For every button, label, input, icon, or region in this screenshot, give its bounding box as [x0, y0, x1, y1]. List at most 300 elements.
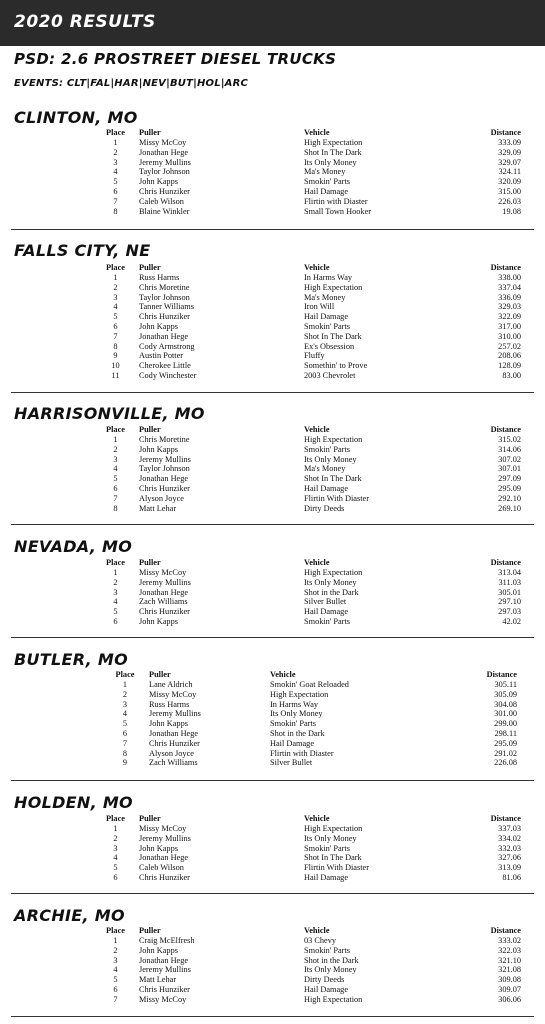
vehicle-cell: Fluffy: [304, 351, 325, 361]
distance-cell: 83.00: [502, 370, 521, 380]
table-row: [92, 853, 521, 863]
vehicle-cell: Its Only Money: [304, 965, 357, 975]
vehicle-cell: High Expectation: [304, 282, 363, 292]
puller-cell: John Kapps: [139, 321, 178, 331]
puller-cell: John Kapps: [139, 616, 178, 626]
vehicle-cell: Smokin' Parts: [304, 843, 350, 853]
table-row: [92, 332, 521, 342]
table-header-row: [92, 425, 521, 435]
distance-cell: 297.03: [498, 607, 521, 617]
table-row: [92, 873, 521, 883]
distance-cell: 333.02: [498, 936, 521, 945]
table-row: [92, 322, 521, 332]
distance-cell: 313.04: [498, 568, 521, 577]
table-row: [92, 824, 521, 834]
vehicle-cell: Ex's Obsession: [304, 341, 355, 351]
place-cell: 8: [113, 206, 118, 216]
event-title: FALLS CITY, NE: [14, 241, 151, 260]
section-divider: [11, 392, 534, 393]
puller-cell: Caleb Wilson: [139, 196, 184, 206]
vehicle-cell: Dirty Deeds: [304, 975, 345, 985]
vehicle-cell: Flirtin with Diaster: [304, 196, 368, 206]
vehicle-cell: Ma's Money: [304, 292, 346, 302]
vehicle-cell: Its Only Money: [304, 157, 357, 167]
place-cell: 6: [113, 616, 118, 626]
place-cell: 7: [113, 331, 118, 341]
puller-cell: Missy McCoy: [139, 994, 187, 1004]
distance-cell: 292.10: [498, 493, 521, 503]
table-row: [92, 342, 521, 352]
column-header-place: Place: [106, 425, 125, 434]
table-row: [92, 167, 521, 177]
puller-cell: Zach Williams: [139, 597, 188, 607]
table-row: [101, 680, 517, 690]
column-header-distance: Distance: [490, 425, 521, 434]
distance-cell: 337.03: [498, 824, 521, 833]
place-cell: 3: [113, 587, 118, 597]
puller-cell: Jeremy Mullins: [139, 833, 191, 843]
place-cell: 9: [122, 758, 128, 768]
column-header-distance: Distance: [490, 558, 521, 567]
puller-cell: Blaine Winkler: [139, 206, 190, 216]
table-header-row: [92, 926, 521, 936]
events-list: EVENTS: CLT|FAL|HAR|NEV|BUT|HOL|ARC: [14, 78, 249, 89]
place-cell: 11: [111, 370, 120, 380]
distance-cell: 313.09: [498, 863, 521, 873]
puller-cell: Missy McCoy: [149, 689, 197, 699]
puller-cell: Cody Winchester: [139, 370, 197, 380]
vehicle-cell: Hail Damage: [304, 607, 349, 617]
place-cell: 5: [113, 474, 118, 484]
puller-cell: Russ Harms: [149, 699, 190, 709]
vehicle-cell: Shot In The Dark: [304, 331, 362, 341]
distance-cell: 320.09: [498, 177, 521, 187]
column-header-vehicle: Vehicle: [304, 128, 330, 137]
results-banner: 2020 RESULTS: [0, 0, 545, 46]
table-header-row: [92, 814, 521, 824]
vehicle-cell: High Expectation: [304, 435, 363, 444]
distance-cell: 336.09: [498, 292, 521, 302]
puller-cell: Zach Williams: [149, 758, 198, 768]
place-cell: 1: [113, 824, 118, 833]
distance-cell: 306.06: [498, 994, 521, 1004]
vehicle-cell: Silver Bullet: [270, 758, 313, 768]
column-header-place: Place: [106, 814, 125, 823]
table-row: [101, 749, 517, 759]
vehicle-cell: Hail Damage: [304, 186, 349, 196]
puller-cell: Jeremy Mullins: [139, 965, 191, 975]
distance-cell: 295.09: [494, 738, 517, 748]
puller-cell: Jonathan Hege: [139, 587, 189, 597]
table-row: [92, 177, 521, 187]
puller-cell: Matt Lehar: [139, 975, 177, 985]
column-header-place: Place: [106, 558, 125, 567]
distance-cell: 301.00: [494, 709, 517, 719]
place-cell: 2: [113, 147, 118, 157]
puller-cell: Jeremy Mullins: [139, 577, 191, 587]
distance-cell: 226.08: [494, 758, 517, 768]
vehicle-cell: Silver Bullet: [304, 597, 347, 607]
column-header-puller: Puller: [139, 814, 161, 823]
class-title: PSD: 2.6 PROSTREET DIESEL TRUCKS: [14, 50, 337, 68]
place-cell: 1: [113, 273, 118, 282]
table-row: [92, 936, 521, 946]
puller-cell: Jonathan Hege: [139, 955, 189, 965]
table-row: [92, 588, 521, 598]
column-header-puller: Puller: [139, 926, 161, 935]
column-header-distance: Distance: [486, 670, 517, 679]
vehicle-cell: Shot in the Dark: [270, 728, 325, 738]
place-cell: 2: [113, 945, 118, 955]
place-cell: 5: [113, 863, 118, 873]
table-row: [92, 975, 521, 985]
results-table: [92, 926, 521, 1005]
distance-cell: 329.07: [498, 157, 521, 167]
place-cell: 8: [113, 503, 118, 513]
distance-cell: 305.11: [494, 680, 517, 689]
distance-cell: 298.11: [494, 728, 517, 738]
vehicle-cell: Smokin' Parts: [304, 444, 350, 454]
distance-cell: 338.00: [498, 273, 521, 282]
place-cell: 7: [113, 196, 118, 206]
table-row: [92, 148, 521, 158]
vehicle-cell: Smokin' Parts: [304, 616, 350, 626]
table-row: [92, 351, 521, 361]
puller-cell: Chris Hunziker: [139, 483, 190, 493]
distance-cell: 128.09: [498, 361, 521, 371]
place-cell: 8: [113, 341, 118, 351]
section-divider: [11, 229, 534, 230]
distance-cell: 257.02: [498, 341, 521, 351]
table-row: [92, 568, 521, 578]
place-cell: 4: [113, 853, 118, 863]
distance-cell: 307.01: [498, 464, 521, 474]
column-header-vehicle: Vehicle: [304, 263, 330, 272]
place-cell: 3: [113, 157, 118, 167]
puller-cell: Cody Armstrong: [139, 341, 195, 351]
place-cell: 6: [113, 483, 118, 493]
vehicle-cell: Smokin' Parts: [304, 177, 350, 187]
table-row: [92, 187, 521, 197]
table-row: [92, 504, 521, 514]
distance-cell: 299.00: [494, 719, 517, 729]
puller-cell: Chris Moretine: [139, 435, 190, 444]
column-header-vehicle: Vehicle: [304, 425, 330, 434]
place-cell: 4: [122, 709, 128, 719]
results-table: [92, 263, 521, 381]
table-row: [92, 985, 521, 995]
place-cell: 6: [113, 186, 118, 196]
table-row: [92, 283, 521, 293]
puller-cell: Chris Hunziker: [139, 186, 190, 196]
place-cell: 1: [122, 680, 128, 689]
puller-cell: Cherokee Little: [139, 361, 191, 371]
place-cell: 5: [122, 719, 128, 729]
puller-cell: Taylor Johnson: [139, 292, 190, 302]
distance-cell: 81.06: [502, 872, 521, 882]
vehicle-cell: Shot in the Dark: [304, 955, 359, 965]
table-row: [92, 138, 521, 148]
vehicle-cell: Small Town Hooker: [304, 206, 372, 216]
place-cell: 5: [113, 177, 118, 187]
table-row: [92, 956, 521, 966]
distance-cell: 329.03: [498, 302, 521, 312]
puller-cell: John Kapps: [139, 177, 178, 187]
place-cell: 1: [113, 138, 118, 147]
vehicle-cell: Smokin' Parts: [304, 321, 350, 331]
table-row: [92, 293, 521, 303]
column-header-puller: Puller: [149, 670, 171, 679]
place-cell: 5: [113, 312, 118, 322]
column-header-place: Place: [106, 263, 125, 272]
column-header-vehicle: Vehicle: [304, 814, 330, 823]
puller-cell: John Kapps: [139, 843, 178, 853]
distance-cell: 314.06: [498, 444, 521, 454]
distance-cell: 226.03: [498, 196, 521, 206]
puller-cell: Tanner Williams: [139, 302, 194, 312]
table-row: [92, 158, 521, 168]
place-cell: 3: [113, 292, 118, 302]
column-header-place: Place: [115, 670, 135, 679]
place-cell: 4: [113, 597, 118, 607]
event-title: HARRISONVILLE, MO: [14, 404, 205, 423]
table-row: [92, 965, 521, 975]
place-cell: 2: [113, 833, 118, 843]
place-cell: 2: [113, 444, 118, 454]
table-row: [92, 207, 521, 217]
vehicle-cell: Hail Damage: [304, 872, 349, 882]
puller-cell: Caleb Wilson: [139, 863, 184, 873]
distance-cell: 310.00: [498, 331, 521, 341]
table-header-row: [92, 558, 521, 568]
puller-cell: Jonathan Hege: [139, 147, 189, 157]
distance-cell: 305.09: [494, 689, 517, 699]
distance-cell: 42.02: [502, 616, 521, 626]
distance-cell: 19.08: [502, 206, 521, 216]
column-header-vehicle: Vehicle: [304, 558, 330, 567]
results-table: [101, 670, 517, 768]
column-header-distance: Distance: [490, 926, 521, 935]
distance-cell: 333.09: [498, 138, 521, 147]
table-row: [92, 597, 521, 607]
vehicle-cell: In Harms Way: [270, 699, 319, 709]
puller-cell: Jonathan Hege: [149, 728, 199, 738]
puller-cell: Jeremy Mullins: [149, 709, 201, 719]
distance-cell: 324.11: [498, 167, 521, 177]
place-cell: 8: [122, 748, 128, 758]
distance-cell: 317.00: [498, 321, 521, 331]
vehicle-cell: Its Only Money: [304, 577, 357, 587]
distance-cell: 304.08: [494, 699, 517, 709]
vehicle-cell: Flirtin With Diaster: [304, 863, 369, 873]
vehicle-cell: Smokin' Parts: [270, 719, 316, 729]
vehicle-cell: Hail Damage: [304, 312, 349, 322]
table-row: [92, 844, 521, 854]
section-divider: [11, 893, 534, 894]
distance-cell: 322.09: [498, 312, 521, 322]
section-divider: [11, 1016, 534, 1017]
distance-cell: 334.02: [498, 833, 521, 843]
place-cell: 3: [113, 843, 118, 853]
column-header-distance: Distance: [490, 814, 521, 823]
puller-cell: Chris Hunziker: [149, 738, 200, 748]
results-table: [92, 814, 521, 883]
results-table: [92, 558, 521, 627]
results-table: [92, 425, 521, 513]
vehicle-cell: Hail Damage: [304, 984, 349, 994]
event-title: HOLDEN, MO: [14, 793, 133, 812]
vehicle-cell: Smokin' Goat Reloaded: [270, 680, 349, 689]
place-cell: 5: [113, 607, 118, 617]
table-row: [92, 361, 521, 371]
puller-cell: Craig McElfresh: [139, 936, 195, 945]
section-divider: [11, 637, 534, 638]
puller-cell: Chris Hunziker: [139, 872, 190, 882]
place-cell: 5: [113, 975, 118, 985]
puller-cell: Chris Moretine: [139, 282, 190, 292]
table-row: [101, 700, 517, 710]
column-header-place: Place: [106, 926, 125, 935]
event-title: ARCHIE, MO: [14, 906, 125, 925]
distance-cell: 315.02: [498, 435, 521, 444]
distance-cell: 297.09: [498, 474, 521, 484]
puller-cell: John Kapps: [139, 444, 178, 454]
place-cell: 4: [113, 167, 118, 177]
vehicle-cell: High Expectation: [304, 824, 363, 833]
place-cell: 7: [113, 493, 118, 503]
vehicle-cell: Smokin' Parts: [304, 945, 350, 955]
puller-cell: Chris Hunziker: [139, 607, 190, 617]
puller-cell: Austin Potter: [139, 351, 184, 361]
table-header-row: [92, 263, 521, 273]
place-cell: 6: [122, 728, 128, 738]
vehicle-cell: Its Only Money: [304, 833, 357, 843]
table-row: [92, 302, 521, 312]
table-row: [92, 445, 521, 455]
puller-cell: Missy McCoy: [139, 568, 187, 577]
table-row: [92, 946, 521, 956]
vehicle-cell: Ma's Money: [304, 464, 346, 474]
table-row: [92, 371, 521, 381]
place-cell: 4: [113, 464, 118, 474]
distance-cell: 311.03: [498, 577, 521, 587]
distance-cell: 305.01: [498, 587, 521, 597]
vehicle-cell: In Harms Way: [304, 273, 353, 282]
event-title: CLINTON, MO: [14, 108, 138, 127]
distance-cell: 315.00: [498, 186, 521, 196]
puller-cell: Missy McCoy: [139, 138, 187, 147]
column-header-vehicle: Vehicle: [270, 670, 296, 679]
vehicle-cell: Shot In The Dark: [304, 474, 362, 484]
vehicle-cell: Hail Damage: [304, 483, 349, 493]
vehicle-cell: Iron Will: [304, 302, 335, 312]
table-row: [101, 739, 517, 749]
vehicle-cell: Hail Damage: [270, 738, 315, 748]
column-header-distance: Distance: [490, 128, 521, 137]
distance-cell: 295.09: [498, 483, 521, 493]
place-cell: 2: [122, 689, 128, 699]
puller-cell: John Kapps: [139, 945, 178, 955]
distance-cell: 307.02: [498, 454, 521, 464]
vehicle-cell: Somethin' to Prove: [304, 361, 368, 371]
table-row: [92, 578, 521, 588]
distance-cell: 208.06: [498, 351, 521, 361]
vehicle-cell: High Expectation: [270, 689, 329, 699]
place-cell: 1: [113, 936, 118, 945]
place-cell: 3: [113, 955, 118, 965]
distance-cell: 327.06: [498, 853, 521, 863]
puller-cell: Missy McCoy: [139, 824, 187, 833]
place-cell: 6: [113, 872, 118, 882]
puller-cell: Russ Harms: [139, 273, 180, 282]
event-title: NEVADA, MO: [14, 537, 133, 556]
place-cell: 6: [113, 984, 118, 994]
table-row: [92, 607, 521, 617]
table-row: [92, 617, 521, 627]
vehicle-cell: Flirtin With Diaster: [304, 493, 369, 503]
section-divider: [11, 524, 534, 525]
vehicle-cell: High Expectation: [304, 994, 363, 1004]
puller-cell: Jonathan Hege: [139, 853, 189, 863]
vehicle-cell: High Expectation: [304, 568, 363, 577]
column-header-distance: Distance: [490, 263, 521, 272]
table-row: [101, 729, 517, 739]
vehicle-cell: Its Only Money: [270, 709, 323, 719]
distance-cell: 291.02: [494, 748, 517, 758]
puller-cell: John Kapps: [149, 719, 188, 729]
place-cell: 9: [113, 351, 118, 361]
table-row: [101, 719, 517, 729]
table-row: [92, 995, 521, 1005]
vehicle-cell: High Expectation: [304, 138, 363, 147]
distance-cell: 297.10: [498, 597, 521, 607]
vehicle-cell: Shot In The Dark: [304, 853, 362, 863]
vehicle-cell: Its Only Money: [304, 454, 357, 464]
table-row: [92, 197, 521, 207]
place-cell: 1: [113, 435, 118, 444]
table-row: [92, 273, 521, 283]
puller-cell: Jonathan Hege: [139, 331, 189, 341]
distance-cell: 269.10: [498, 503, 521, 513]
distance-cell: 321.10: [498, 955, 521, 965]
place-cell: 2: [113, 282, 118, 292]
table-row: [92, 834, 521, 844]
table-row: [101, 758, 517, 768]
distance-cell: 321.08: [498, 965, 521, 975]
table-row: [92, 312, 521, 322]
event-title: BUTLER, MO: [14, 650, 129, 669]
place-cell: 7: [113, 994, 118, 1004]
place-cell: 6: [113, 321, 118, 331]
place-cell: 4: [113, 965, 118, 975]
distance-cell: 309.08: [498, 975, 521, 985]
puller-cell: Jonathan Hege: [139, 474, 189, 484]
table-row: [92, 435, 521, 445]
table-row: [92, 484, 521, 494]
section-divider: [11, 780, 534, 781]
column-header-vehicle: Vehicle: [304, 926, 330, 935]
column-header-puller: Puller: [139, 263, 161, 272]
puller-cell: Alyson Joyce: [149, 748, 194, 758]
distance-cell: 309.07: [498, 984, 521, 994]
puller-cell: Alyson Joyce: [139, 493, 184, 503]
table-header-row: [101, 670, 517, 680]
place-cell: 7: [122, 738, 128, 748]
table-row: [92, 494, 521, 504]
distance-cell: 337.04: [498, 282, 521, 292]
puller-cell: Taylor Johnson: [139, 464, 190, 474]
table-header-row: [92, 128, 521, 138]
